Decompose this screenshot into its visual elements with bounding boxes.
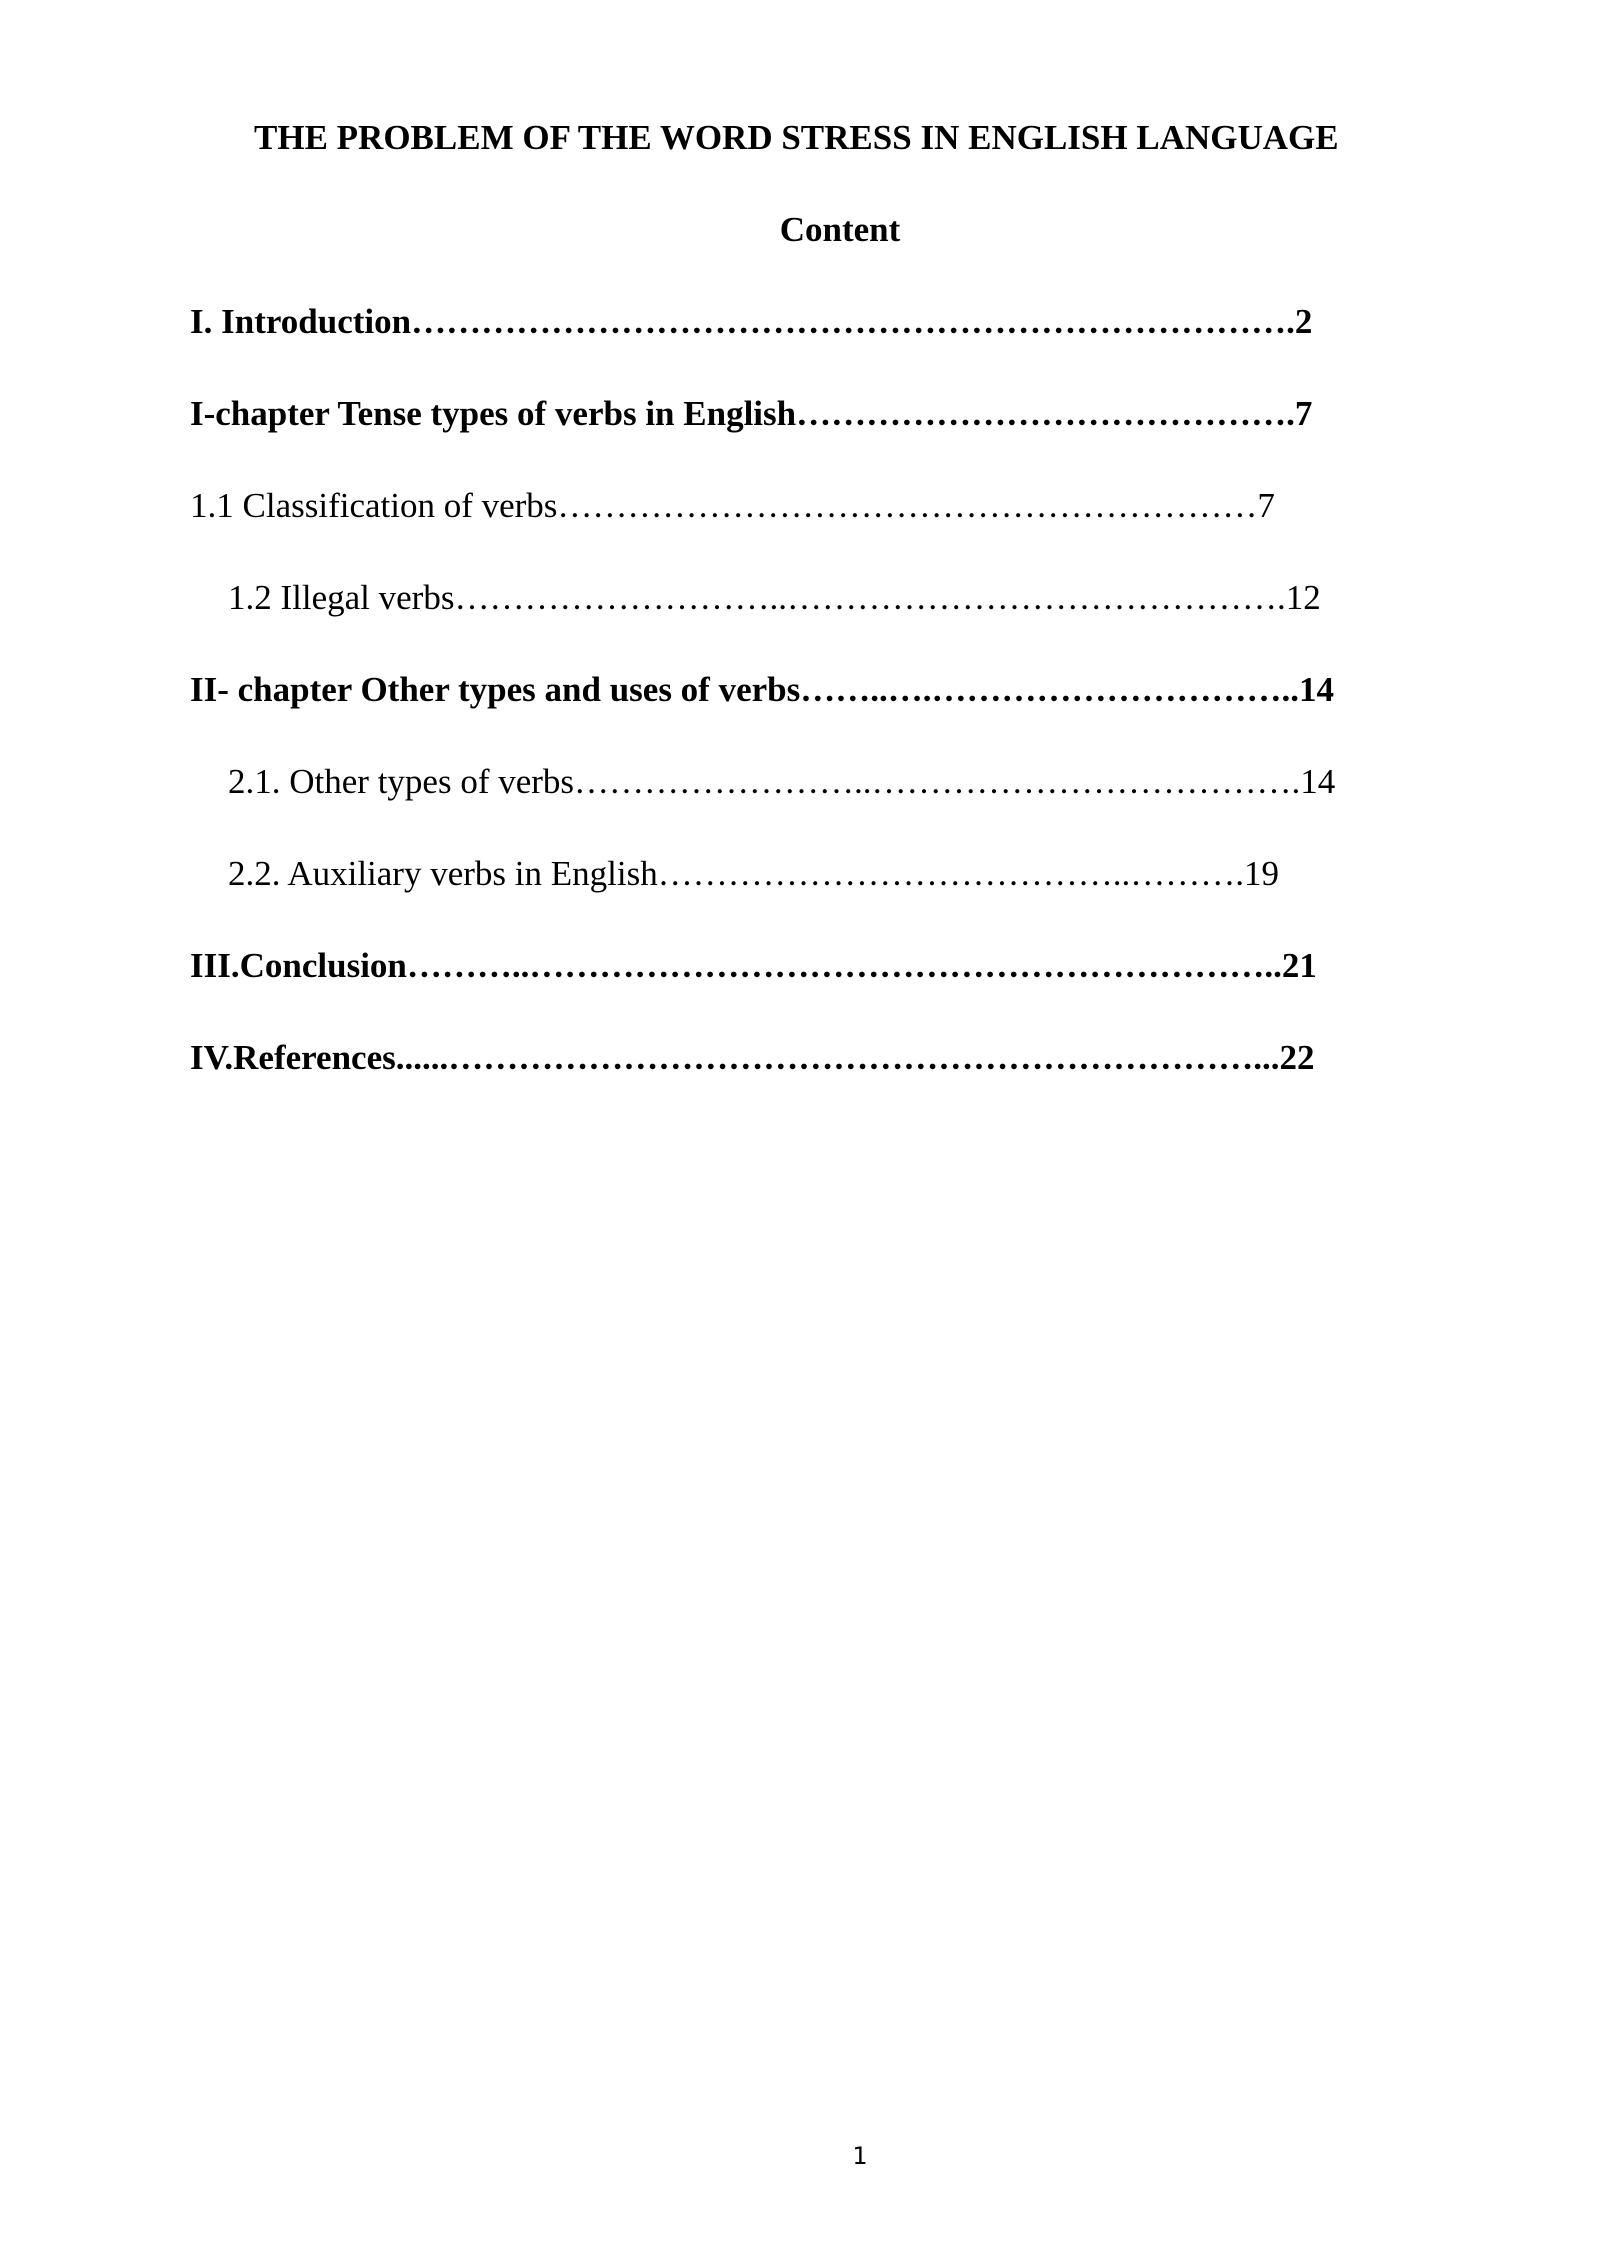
toc-entry-chapter-2: II- chapter Other types and uses of verbs……..….…………………………..14 [190, 670, 1334, 709]
toc-entry-section-2-2: 2.2. Auxiliary verbs in English…………………………………..……….19 [228, 854, 1279, 893]
document-title: THE PROBLEM OF THE WORD STRESS IN ENGLISH LANGUAGE [254, 118, 1339, 157]
toc-entry-conclusion: III.Conclusion………..………………………………………………………..21 [190, 946, 1317, 985]
toc-entry-section-2-1: 2.1. Other types of verbs……………………..……………………………….14 [228, 762, 1336, 801]
toc-entry-chapter-1: I-chapter Tense types of verbs in English…………………………………….7 [190, 394, 1313, 433]
page-number: 1 [852, 2142, 868, 2170]
toc-entry-section-1-2: 1.2 Illegal verbs………………………..…………………………………….12 [228, 578, 1321, 617]
toc-entry-references: IV.References......……………………………………………………………...22 [190, 1038, 1315, 1077]
content-heading: Content [779, 210, 901, 249]
toc-entry-section-1-1: 1.1 Classification of verbs……………………………………………………7 [190, 486, 1275, 525]
toc-entry-introduction: I. Introduction………………………………………………………………….2 [190, 302, 1313, 341]
